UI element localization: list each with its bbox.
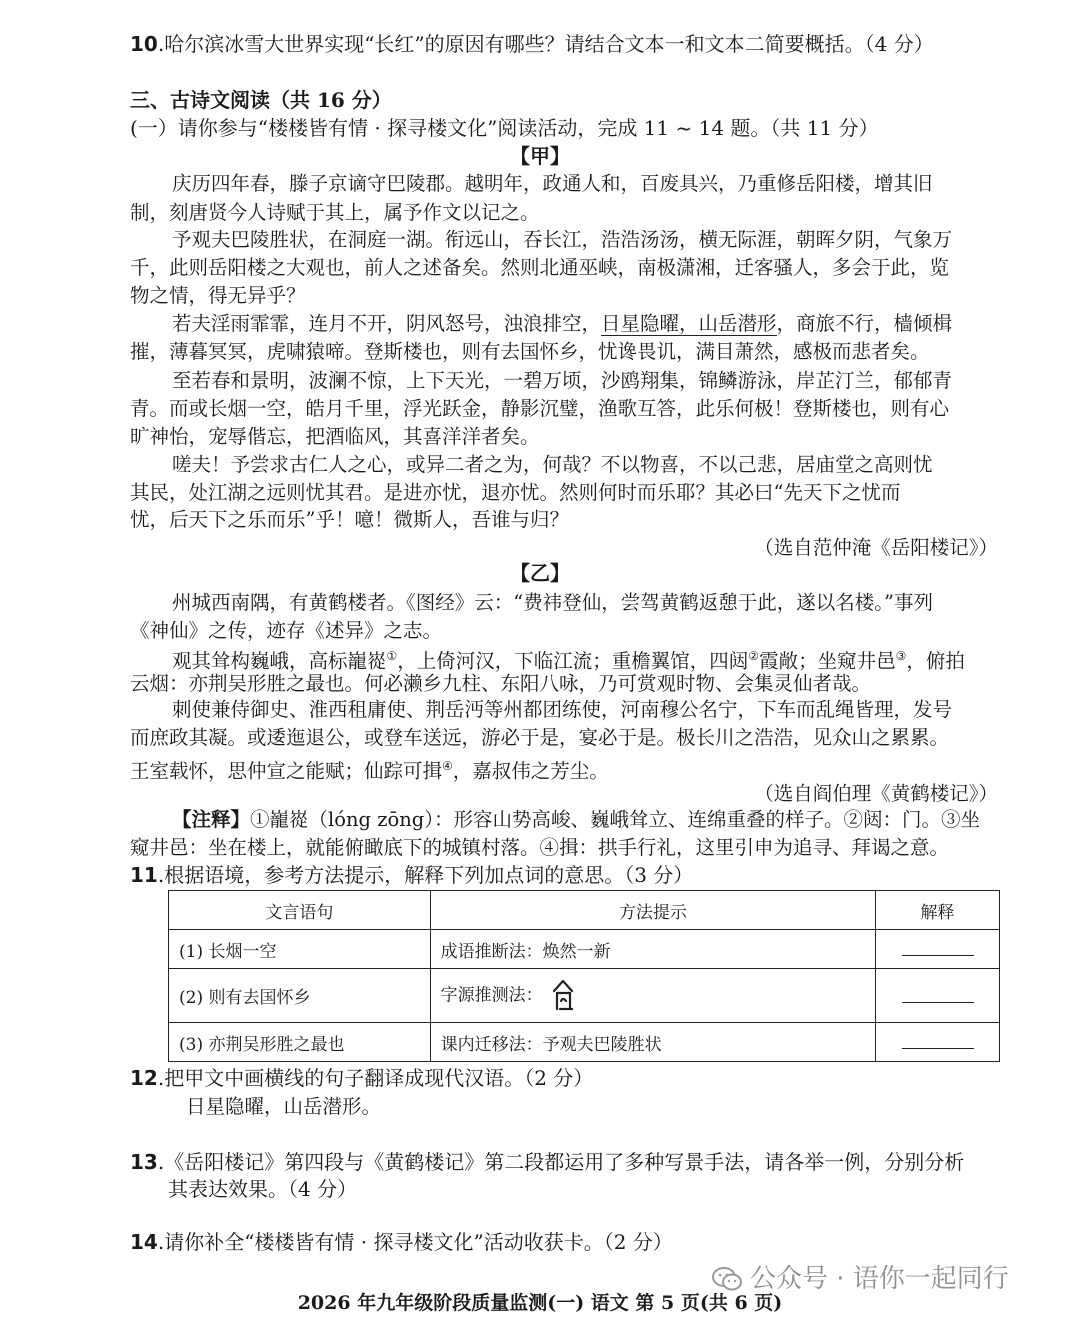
yi-text: ，俯拍 bbox=[906, 649, 965, 673]
sentence-cell: (1) 长烟一空 bbox=[169, 930, 431, 969]
jia-line bbox=[172, 310, 952, 338]
yi-line: 《神仙》之传，迹存《述异》之志。 bbox=[130, 619, 443, 642]
question-10 bbox=[130, 30, 934, 58]
question-number: 10 bbox=[130, 32, 158, 56]
table-row bbox=[169, 930, 1000, 969]
yi-text: 王室载怀，思仲宣之能赋；仙踪可揖 bbox=[130, 759, 443, 783]
yi-line: 而庶政其凝。或逶迤退公，或登车送远，游必于是，宴必于是。极长川之浩浩，见众山之累累。 bbox=[130, 726, 950, 749]
hint-cell: 课内迁移法：予观夫巴陵胜状 bbox=[430, 1023, 875, 1062]
answer-blank[interactable] bbox=[902, 955, 974, 956]
sentence-cell: (3) 亦荆吴形胜之最也 bbox=[169, 1023, 431, 1062]
jia-line: 物之情，得无异乎？ bbox=[130, 284, 306, 307]
footnote-mark: ④ bbox=[442, 759, 453, 773]
question-number: 13 bbox=[130, 1150, 158, 1174]
ancient-glyph-icon bbox=[548, 979, 578, 1013]
table-header: 方法提示 bbox=[430, 891, 875, 930]
answer-blank[interactable] bbox=[902, 1002, 974, 1003]
yi-line: 刺使兼侍御史、淮西租庸使、荆岳沔等州都团练使，河南穆公名宁，下车而乱绳皆理，发号 bbox=[172, 698, 953, 721]
question-13-cont: 其表达效果。（4 分） bbox=[168, 1177, 358, 1201]
annotation bbox=[172, 806, 980, 834]
answer-cell[interactable] bbox=[876, 969, 1000, 1023]
jia-line: 千，此则岳阳楼之大观也，前人之述备矣。然则北通巫峡，南极潇湘，迁客骚人，多会于此，览 bbox=[130, 256, 950, 279]
hint-cell: 成语推断法：焕然一新 bbox=[430, 930, 875, 969]
yi-text: ，上倚河汉，下临江流；重檐翼馆，四闼 bbox=[397, 649, 749, 673]
yi-text: 霞敞；坐窥井邑 bbox=[759, 649, 896, 673]
jia-line: 予观夫巴陵胜状，在洞庭一湖。衔远山，吞长江，浩浩汤汤，横无际涯，朝晖夕阴，气象万 bbox=[172, 228, 953, 251]
table-row bbox=[169, 1023, 1000, 1062]
translate-sentence: 日星隐曜，山岳潜形。 bbox=[186, 1095, 382, 1118]
footnote-mark: ② bbox=[748, 649, 760, 663]
page-footer: 2026 年九年级阶段质量监测(一) 语文 第 5 页(共 6 页) bbox=[297, 1292, 783, 1314]
yi-line: 州城西南隅，有黄鹤楼者。《图经》云：“费祎登仙，尝驾黄鹤返憩于此，遂以名楼。”事列 bbox=[172, 591, 933, 614]
jia-line: 庆历四年春，滕子京谪守巴陵郡。越明年，政通人和，百废具兴，乃重修岳阳楼，增其旧 bbox=[172, 172, 933, 195]
jia-text: 若夫淫雨霏霏，连月不开，阴风怒号，浊浪排空， bbox=[172, 312, 602, 335]
table-header: 解释 bbox=[876, 891, 1000, 930]
answer-table bbox=[168, 890, 1000, 1062]
question-14 bbox=[130, 1228, 673, 1256]
jia-line: 青。而或长烟一空，皓月千里，浮光跃金，静影沉璧，渔歌互答，此乐何极！登斯楼也，则有心 bbox=[130, 397, 950, 420]
jia-line: 至若春和景明，波澜不惊，上下天光，一碧万顷，沙鸥翔集，锦鳞游泳，岸芷汀兰，郁郁青 bbox=[172, 369, 953, 392]
question-number: 12 bbox=[130, 1066, 158, 1090]
annotation-text: ①巃嵸（lóng zōng）：形容山势高峻、巍峨耸立、连绵重叠的样子。②闼：门。③坐 bbox=[250, 808, 981, 831]
section-title: 三、古诗文阅读（共 16 分） bbox=[130, 88, 392, 112]
question-number: 14 bbox=[130, 1230, 158, 1254]
jia-line: 忧，后天下之乐而乐”乎！噫！微斯人，吾谁与归？ bbox=[130, 508, 569, 531]
yi-source: （选自阎伯理《黄鹤楼记》） bbox=[754, 782, 998, 805]
jia-line: 其民，处江湖之远则忧其君。是进亦忧，退亦忧。然则何时而乐耶？其必曰“先天下之忧而 bbox=[130, 481, 901, 504]
question-13 bbox=[130, 1148, 964, 1176]
jia-line: 制，刻唐贤今人诗赋于其上，属予作文以记之。 bbox=[130, 201, 540, 224]
jia-text: ，商旅不行，樯倾楫 bbox=[776, 312, 953, 335]
table-row bbox=[169, 969, 1000, 1023]
section-subtitle: (一）请你参与“楼楼皆有情 · 探寻楼文化”阅读活动，完成 11 ~ 14 题。（共 11 分） bbox=[130, 116, 879, 140]
passage-yi-label: 【乙】 bbox=[510, 561, 570, 585]
passage-jia-label: 【甲】 bbox=[510, 144, 570, 168]
annotation-label: 【注释】 bbox=[172, 808, 251, 831]
answer-blank[interactable] bbox=[902, 1048, 974, 1049]
table-header-row bbox=[169, 891, 1000, 930]
hint-cell bbox=[430, 969, 875, 1023]
annotation-line: 窥井邑：坐在楼上，就能俯瞰底下的城镇村落。④揖：拱手行礼，这里引申为追寻、拜谒之意。 bbox=[130, 836, 950, 859]
watermark-text: 公众号 · 语你一起同行 bbox=[750, 1264, 1009, 1294]
question-text: .哈尔滨冰雪大世界实现“长红”的原因有哪些？请结合文本一和文本二简要概括。（4 分） bbox=[157, 32, 934, 56]
question-text: .根据语境，参考方法提示，解释下列加点词的意思。（3 分） bbox=[157, 863, 694, 887]
jia-line: 旷神怡，宠辱偕忘，把酒临风，其喜洋洋者矣。 bbox=[130, 425, 540, 448]
underlined-sentence: 日星隐曜，山岳潜形 bbox=[601, 312, 777, 335]
yi-line bbox=[130, 752, 609, 786]
table-header: 文言语句 bbox=[169, 891, 431, 930]
question-text: .请你补全“楼楼皆有情 · 探寻楼文化”活动收获卡。（2 分） bbox=[157, 1230, 673, 1254]
yi-text: ，嘉叔伟之芳尘。 bbox=[452, 759, 609, 783]
jia-line: 摧，薄暮冥冥，虎啸猿啼。登斯楼也，则有去国怀乡，忧谗畏讥，满目萧然，感极而悲者矣。 bbox=[130, 340, 930, 363]
yi-text: 观其耸构巍峨，高标巃嵸 bbox=[172, 649, 387, 673]
sentence-cell: (2) 则有去国怀乡 bbox=[169, 969, 431, 1023]
jia-line: 嗟夫！予尝求古仁人之心，或异二者之为，何哉？不以物喜，不以己悲，居庙堂之高则忧 bbox=[172, 453, 933, 476]
question-text: .把甲文中画横线的句子翻译成现代汉语。（2 分） bbox=[157, 1066, 594, 1090]
answer-cell[interactable] bbox=[876, 1023, 1000, 1062]
hint-text: 字源推测法： bbox=[440, 985, 543, 1005]
answer-cell[interactable] bbox=[876, 930, 1000, 969]
jia-source: （选自范仲淹《岳阳楼记》） bbox=[754, 536, 998, 559]
footnote-mark: ③ bbox=[895, 649, 907, 663]
question-text: .《岳阳楼记》第四段与《黄鹤楼记》第二段都运用了多种写景手法，请各举一例，分别分析 bbox=[157, 1150, 965, 1174]
question-11 bbox=[130, 861, 693, 889]
yi-line: 云烟：亦荆吴形胜之最也。何必濑乡九柱、东阳八咏，乃可赏观时物、会集灵仙者哉。 bbox=[130, 672, 872, 695]
question-12 bbox=[130, 1064, 593, 1092]
footnote-mark: ① bbox=[386, 649, 398, 663]
question-number: 11 bbox=[130, 863, 158, 887]
